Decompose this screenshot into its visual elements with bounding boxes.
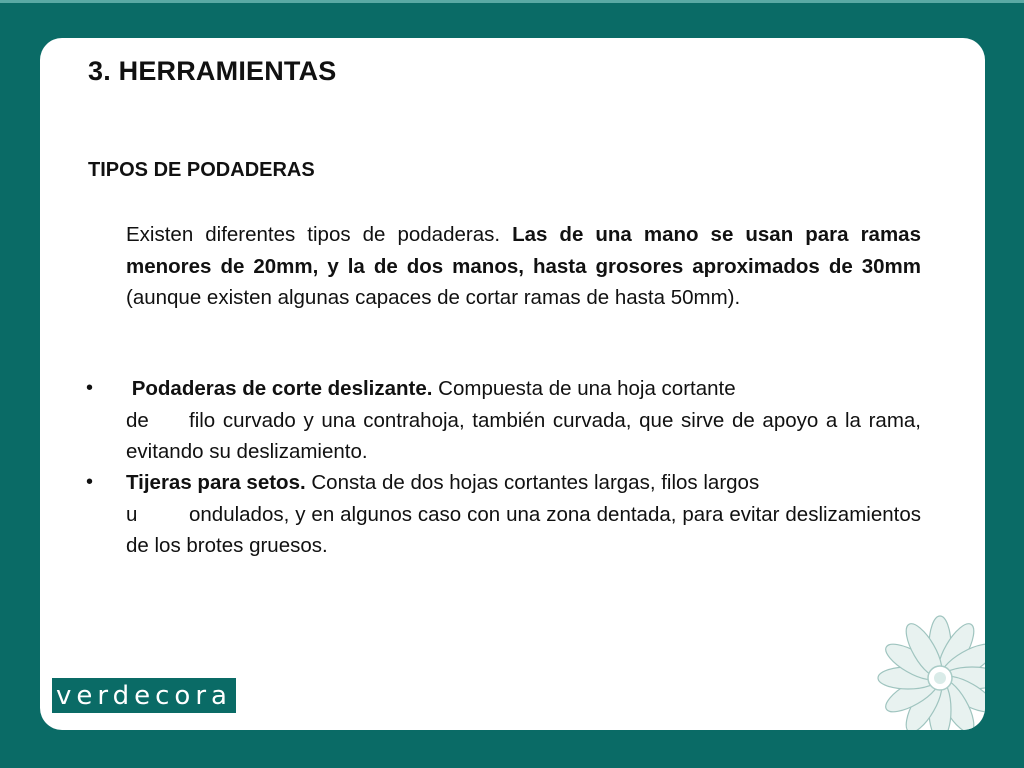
slide-card (40, 38, 985, 730)
intro-paragraph (126, 219, 921, 314)
slide-title: 3. HERRAMIENTAS (88, 56, 337, 86)
bullet-2-line1: Consta de dos hojas cortantes largas, filos largos (305, 471, 760, 494)
verdecora-logo (52, 678, 236, 713)
bullet-1-rest: filo curvado y una contrahoja, también curvada, que sirve de apoyo a la rama, evitando su deslizamiento. (126, 408, 921, 463)
logo-text: verdecora (56, 680, 232, 711)
bullet-1-bold: Podaderas de corte deslizante. (131, 377, 433, 400)
section-subtitle: TIPOS DE PODADERAS (88, 159, 315, 181)
intro-bold-text: Las de una mano se usan para ramas menores de 20mm, y la de dos manos, hasta grosores aproximados de 30mm (126, 223, 921, 278)
bullet-item-2 (126, 467, 921, 562)
daisy-flower-icon (845, 608, 985, 730)
bullet-1-line1: Compuesta de una hoja cortante (432, 377, 736, 400)
bullet-2-fragment: u (126, 502, 138, 526)
intro-text-2: (aunque existen algunas capaces de cortar ramas de hasta 50mm). (126, 286, 741, 309)
top-accent-line (0, 0, 1024, 3)
bullet-marker-2: • (86, 471, 94, 493)
bullet-2-bold: Tijeras para setos. (126, 471, 306, 494)
bullet-marker-1: • (86, 377, 94, 399)
bullet-1-fragment: de (126, 408, 149, 432)
bullet-2-rest: ondulados, y en algunos caso con una zona dentada, para evitar deslizamientos de los brotes gruesos. (126, 502, 921, 557)
bullet-item-1 (126, 373, 921, 468)
intro-text-1: Existen diferentes tipos de podaderas. (126, 223, 513, 246)
